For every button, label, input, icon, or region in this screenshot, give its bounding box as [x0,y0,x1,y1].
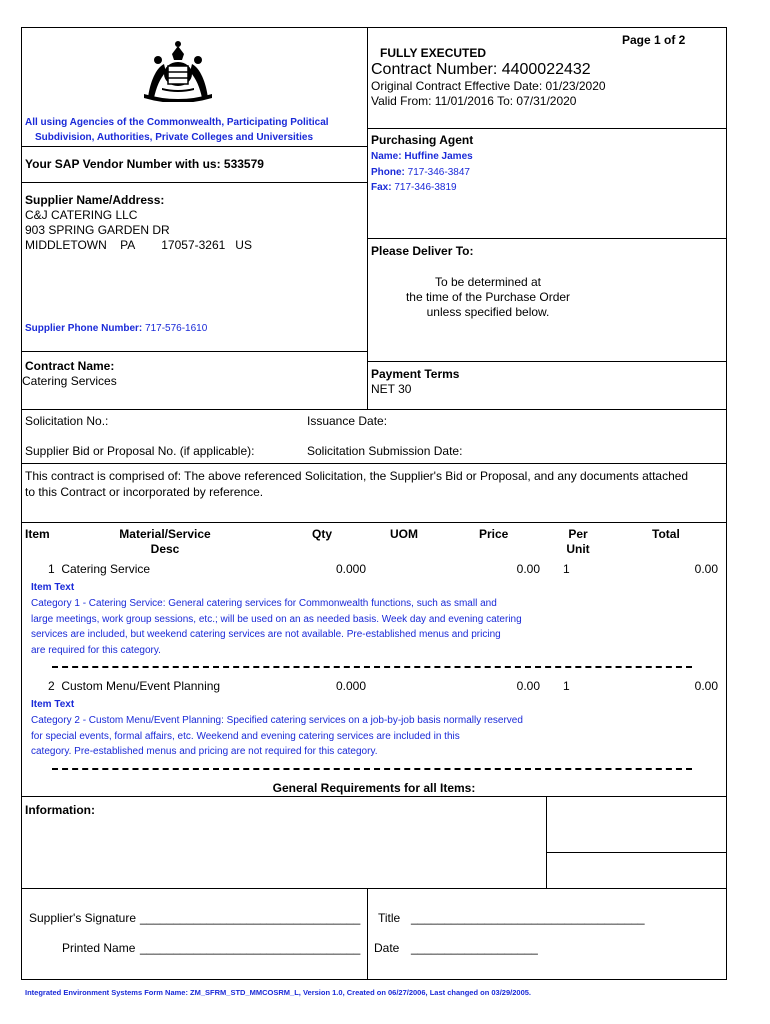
contract-name-value: Catering Services [22,374,117,388]
col-desc-line-1: Material/Service [119,527,211,541]
col-per-line-1: Per [568,527,588,541]
deliver-line-1: To be determined at [434,275,542,289]
divider [367,128,727,129]
supplier-signature-label: Supplier's Signature [29,911,137,925]
agent-phone-label: Phone: [371,167,405,178]
col-desc [100,527,230,556]
divider [21,796,727,797]
col-per-unit [556,527,600,556]
date-label: Date [374,941,400,955]
printed-name-label: Printed Name [62,941,136,955]
item-qty: 0.000 [336,562,367,576]
divider [546,852,727,853]
divider [546,796,547,888]
sap-vendor-number: Your SAP Vendor Number with us: 533579 [25,157,264,171]
item-price: 0.00 [516,679,540,693]
item-text-line: services are included, but weekend catering services are not available. Pre-established menus and pricing [31,629,501,640]
page-number: Page 1 of 2 [622,33,686,47]
item-price: 0.00 [516,562,540,576]
supplier-address-1: 903 SPRING GARDEN DR [25,223,170,237]
divider [21,463,727,464]
col-item: Item [25,527,50,541]
item-text-label: Item Text [31,699,75,710]
supplier-phone-value: 717-576-1610 [145,323,208,334]
agent-phone-value: 717-346-3847 [407,167,470,178]
agent-phone [371,167,470,178]
divider [367,361,727,362]
divider [367,238,727,239]
title-line[interactable]: ___________________________________ [411,911,645,925]
payment-terms-title: Payment Terms [371,367,460,381]
commonwealth-seal-icon [138,38,218,102]
divider [21,522,727,523]
date-line[interactable]: ___________________ [411,941,538,955]
divider [367,27,368,409]
item-text-line: Category 1 - Catering Service: General catering services for Commonwealth functions, such as small and [31,598,497,609]
deliver-line-3: unless specified below. [426,305,550,319]
purchasing-agent-title: Purchasing Agent [371,133,474,147]
divider [21,888,727,889]
supplier-address-2: MIDDLETOWN PA 17057-3261 US [25,238,252,252]
supplier-name: C&J CATERING LLC [25,208,138,222]
contract-number: Contract Number: 4400022432 [371,61,591,78]
item-text-line: large meetings, work group sessions, etc.; will be used on an as needed basis. Week day and evening catering [31,614,522,625]
item-total: 0.00 [694,562,718,576]
original-effective-date: Original Contract Effective Date: 01/23/2020 [371,79,606,93]
information-title: Information: [25,803,95,817]
title-label: Title [378,911,401,925]
item-separator [52,666,692,668]
general-requirements-title: General Requirements for all Items: [272,781,476,795]
printed-name-line[interactable]: _________________________________ [140,941,361,955]
supplier-signature-line[interactable]: _________________________________ [140,911,361,925]
agencies-line-2: Subdivision, Authorities, Private Colleges and Universities [35,132,314,143]
item-per: 1 [563,562,570,576]
supplier-phone-label: Supplier Phone Number: [25,323,143,334]
agent-name: Name: Huffine James [371,151,473,162]
item-text-line: Category 2 - Custom Menu/Event Planning: Specified catering services on a job-by-job basis normally reserved [31,715,523,726]
divider [21,182,367,183]
divider [21,146,367,147]
supplier-bid-no: Supplier Bid or Proposal No. (if applicable): [25,444,255,458]
contract-name-title: Contract Name: [25,359,115,373]
col-per-line-2: Unit [566,542,590,556]
submission-date: Solicitation Submission Date: [307,444,463,458]
divider [21,409,727,410]
comprised-line-1: This contract is comprised of: The above referenced Solicitation, the Supplier's Bid or Proposal, and any documents attached [25,469,689,483]
agent-fax [371,182,457,193]
item-text-label: Item Text [31,582,75,593]
deliver-line-2: the time of the Purchase Order [405,290,571,304]
col-qty: Qty [312,527,333,541]
comprised-line-2: to this Contract or incorporated by reference. [25,485,264,499]
solicitation-no: Solicitation No.: [25,414,109,428]
agent-fax-label: Fax: [371,182,392,193]
item-text-line: are required for this category. [31,645,161,656]
item-per: 1 [563,679,570,693]
divider [21,351,367,352]
issuance-date: Issuance Date: [307,414,388,428]
col-total: Total [652,527,680,541]
col-desc-line-2: Desc [150,542,180,556]
item-line: 1 Catering Service [48,562,151,576]
agent-fax-value: 717-346-3819 [394,182,457,193]
form-footer: Integrated Environment Systems Form Name: ZM_SFRM_STD_MMCOSRM_L, Version 1.0, Created on 06/27/2006, Last changed on 03/29/2005. [25,988,531,997]
supplier-title: Supplier Name/Address: [25,193,165,207]
item-total: 0.00 [694,679,718,693]
item-qty: 0.000 [336,679,367,693]
item-line: 2 Custom Menu/Event Planning [48,679,221,693]
status-label: FULLY EXECUTED [380,46,487,60]
col-uom: UOM [390,527,418,541]
deliver-to-title: Please Deliver To: [371,244,474,258]
valid-dates: Valid From: 11/01/2016 To: 07/31/2020 [371,94,577,108]
item-text-line: for special events, formal affairs, etc. Weekend and evening catering services are included in this [31,731,460,742]
item-separator [52,768,692,770]
payment-terms-value: NET 30 [371,382,412,396]
item-text-line: category. Pre-established menus and pricing are not required for this category. [31,746,378,757]
agencies-line-1: All using Agencies of the Commonwealth, Participating Political [25,117,329,128]
col-price: Price [479,527,509,541]
divider [367,888,368,980]
supplier-phone [25,323,207,334]
